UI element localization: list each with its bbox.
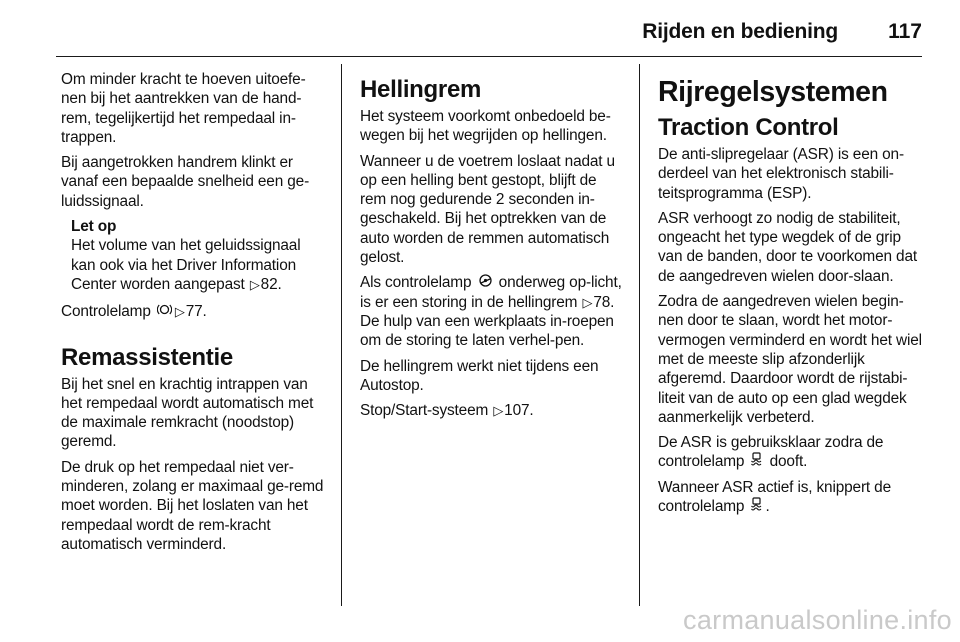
section-title: Traction Control	[658, 114, 839, 141]
note-text: Het volume van het geluidssignaal kan ook via het Driver Information Center worden aangepast	[71, 237, 301, 293]
page-ref: 77.	[185, 303, 207, 321]
text: onderweg op-licht, is er een storing in de hellingrem	[360, 274, 622, 311]
watermark: carmanualsonline.info	[683, 605, 952, 635]
paragraph: ASR verhoogt zo nodig de stabiliteit, ongeacht het type wegdek of de grip van de banden, door te voorkomen dat de aangedreven wielen door-slaan.	[658, 209, 917, 285]
paragraph	[360, 273, 626, 350]
paragraph: Bij aangetrokken handrem klinkt er vanaf een bepaalde snelheid een ge-luidssignaal.	[61, 154, 310, 210]
chapter-title: Rijregelsystemen	[658, 76, 888, 108]
column-2	[360, 76, 626, 426]
page-number: 117	[888, 20, 922, 43]
section-title: Hellingrem	[360, 76, 482, 103]
column-divider-2	[639, 64, 640, 606]
paragraph: De anti-slipregelaar (ASR) is een on-derdeel van het elektronisch stabili-teitsprogramma (ESP).	[658, 146, 904, 202]
text: De ASR is gebruiksklaar zodra de controlelamp	[658, 434, 884, 471]
paragraph	[61, 302, 327, 321]
arrow-ref-icon: ▷	[249, 276, 260, 292]
brake-warning-lamp-icon	[157, 303, 172, 318]
text: .	[765, 498, 770, 516]
section-title: Remassistentie	[61, 343, 233, 371]
text: Controlelamp	[61, 303, 151, 321]
arrow-ref-icon: ▷	[582, 294, 593, 310]
hill-hold-lamp-icon	[478, 274, 493, 289]
paragraph	[360, 401, 626, 420]
page-ref: 107.	[504, 402, 534, 420]
column-1	[61, 70, 327, 560]
arrow-ref-icon: ▷	[493, 403, 504, 419]
text: Als controlelamp	[360, 274, 472, 292]
paragraph: De druk op het rempedaal niet ver-minderen, zolang er maximaal ge-remd moet worden. Bij het loslaten van het rempedaal wordt de rem-kracht automatisch verminderd.	[61, 458, 324, 553]
text: dooft.	[769, 453, 808, 471]
arrow-ref-icon: ▷	[174, 304, 185, 320]
paragraph	[658, 433, 924, 472]
traction-control-lamp-icon	[750, 452, 763, 468]
column-divider-1	[341, 64, 342, 606]
page-ref: 78. De hulp van een werkplaats in-roepen om de storing te laten verhel-pen.	[360, 293, 615, 350]
text: Wanneer ASR actief is, knippert de controlelamp	[658, 478, 892, 516]
page-header	[56, 18, 922, 57]
paragraph: Om minder kracht te hoeven uitoefe-nen bij het aantrekken van de hand-rem, tegelijkertijd het rempedaal in-trappen.	[61, 71, 306, 146]
note-box	[71, 217, 327, 294]
column-3	[658, 76, 924, 522]
paragraph: Bij het snel en krachtig intrappen van het rempedaal wordt automatisch met de maximale remkracht (noodstop) geremd.	[61, 375, 314, 451]
page-ref: 82.	[260, 275, 282, 293]
paragraph: Het systeem voorkomt onbedoeld be-wegen bij het wegrijden op hellingen.	[360, 108, 611, 145]
traction-control-lamp-icon	[750, 497, 763, 513]
text: Stop/Start-systeem	[360, 402, 489, 420]
paragraph: Zodra de aangedreven wielen begin-nen door te slaan, wordt het motor-vermogen verminderd en wordt het wiel met de meeste slip afzonderlijk afgeremd. Daardoor wordt de rijstabi-liteit van de auto op een glad wegdek aanmerkelijk verbeterd.	[658, 293, 922, 426]
note-title: Let op	[71, 218, 117, 236]
paragraph	[658, 478, 924, 517]
chapter-header-title: Rijden en bediening	[642, 20, 838, 43]
paragraph: Wanneer u de voetrem loslaat nadat u op een helling bent gestopt, blijft de rem nog gedurende 2 seconden in-geschakeld. Bij het optrekken van de auto worden de remmen automatisch gelost.	[360, 152, 615, 267]
paragraph: De hellingrem werkt niet tijdens een Autostop.	[360, 357, 599, 394]
